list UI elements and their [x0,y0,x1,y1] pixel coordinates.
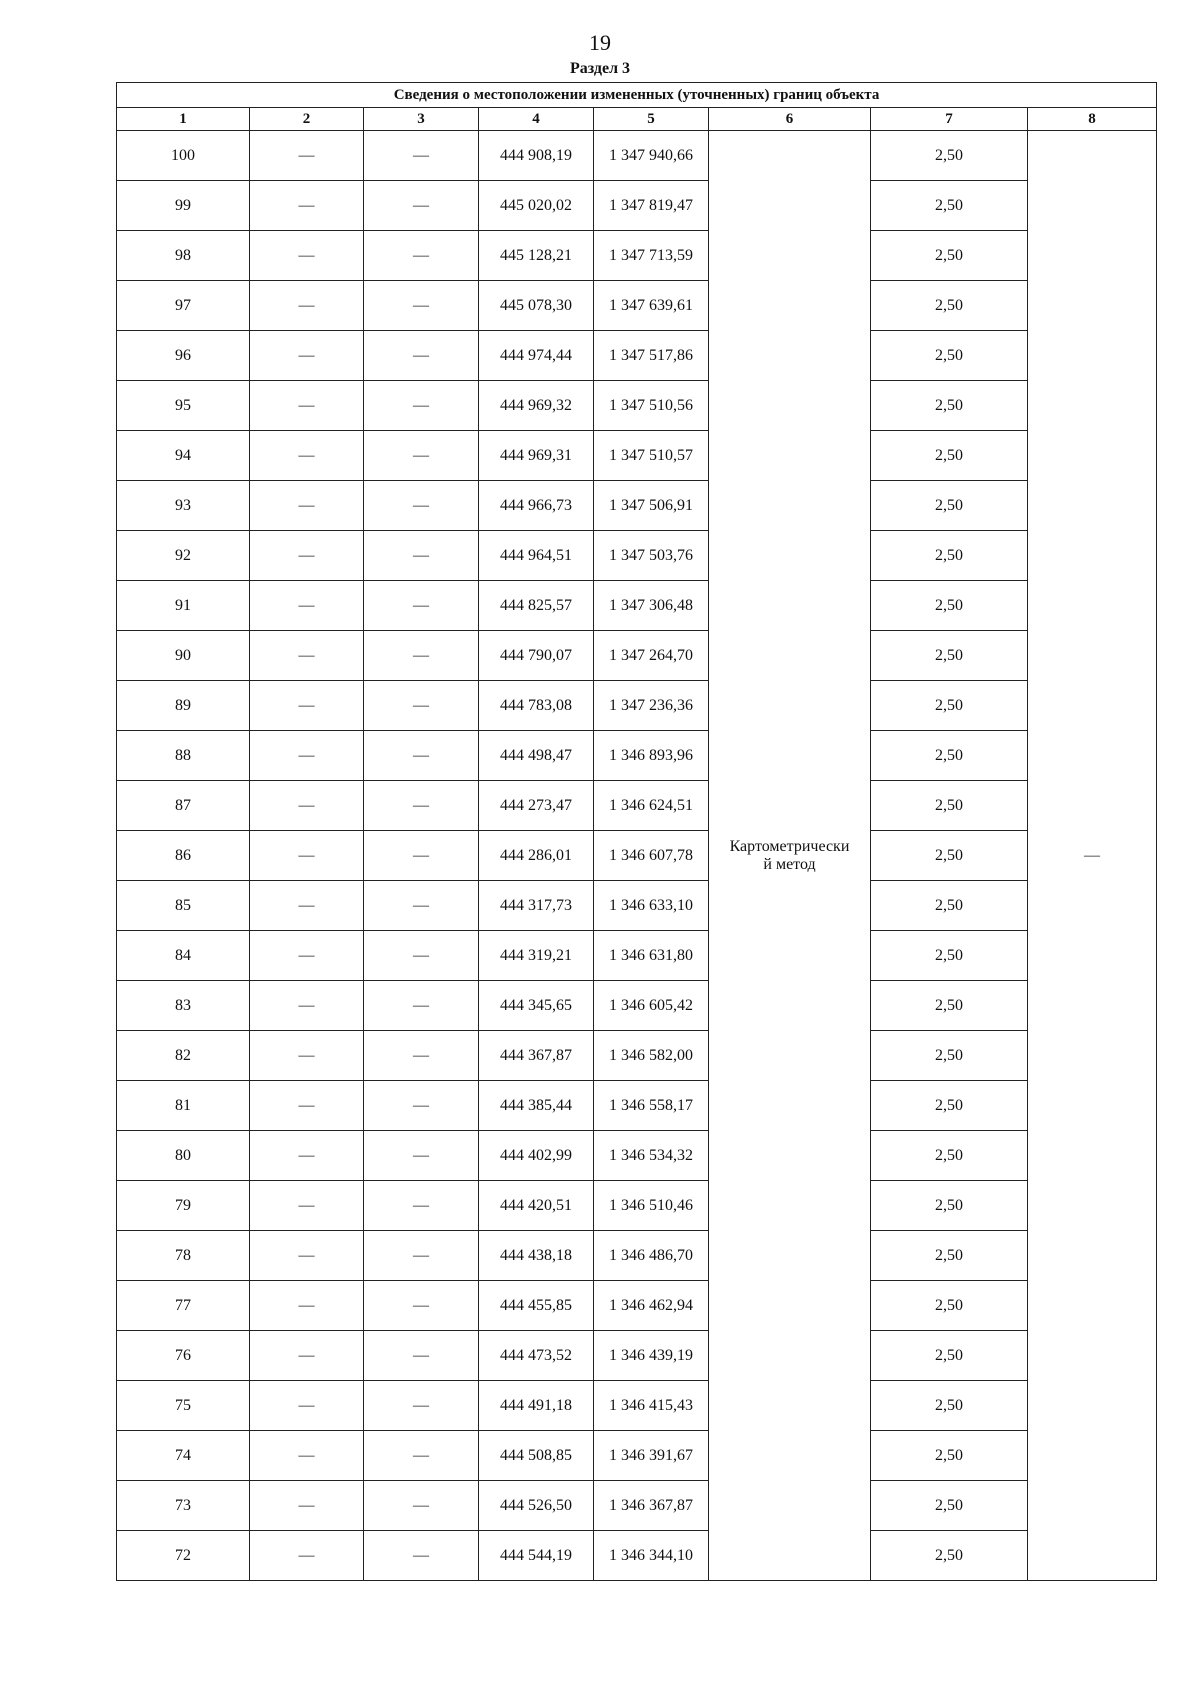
x-coordinate-cell: 444 491,18 [479,1381,594,1431]
point-number-cell: 89 [117,681,250,731]
y-coordinate-cell: 1 347 506,91 [594,481,709,531]
point-number-cell: 81 [117,1081,250,1131]
x-coordinate-cell: 444 969,31 [479,431,594,481]
accuracy-cell: 2,50 [871,481,1028,531]
accuracy-cell: 2,50 [871,1331,1028,1381]
y-coordinate-cell: 1 346 633,10 [594,881,709,931]
table-row [117,1031,1157,1081]
column-3-dash-cell: — [364,831,479,881]
x-coordinate-cell: 444 273,47 [479,781,594,831]
point-number-cell: 90 [117,631,250,681]
table-row [117,1531,1157,1581]
point-number-cell: 98 [117,231,250,281]
point-number-cell: 94 [117,431,250,481]
y-coordinate-cell: 1 346 439,19 [594,1331,709,1381]
point-number-cell: 74 [117,1431,250,1481]
table-row [117,431,1157,481]
method-text-line: Картометрически [729,837,850,855]
x-coordinate-cell: 444 783,08 [479,681,594,731]
point-number-cell: 92 [117,531,250,581]
table-row [117,481,1157,531]
accuracy-cell: 2,50 [871,1431,1028,1481]
x-coordinate-cell: 444 438,18 [479,1231,594,1281]
table-row [117,1181,1157,1231]
column-3-dash-cell: — [364,1281,479,1331]
y-coordinate-cell: 1 346 582,00 [594,1031,709,1081]
column-3-dash-cell: — [364,231,479,281]
y-coordinate-cell: 1 346 624,51 [594,781,709,831]
accuracy-cell: 2,50 [871,1081,1028,1131]
table-row [117,931,1157,981]
column-3-dash-cell: — [364,931,479,981]
y-coordinate-cell: 1 346 510,46 [594,1181,709,1231]
point-number-cell: 73 [117,1481,250,1531]
x-coordinate-cell: 445 078,30 [479,281,594,331]
table-row [117,1281,1157,1331]
point-number-cell: 82 [117,1031,250,1081]
x-coordinate-cell: 445 128,21 [479,231,594,281]
column-2-dash-cell: — [250,1431,364,1481]
table-row [117,281,1157,331]
column-2-dash-cell: — [250,131,364,181]
column-3-dash-cell: — [364,881,479,931]
table-row [117,231,1157,281]
column-3-dash-cell: — [364,781,479,831]
table-row [117,181,1157,231]
column-2-dash-cell: — [250,681,364,731]
accuracy-cell: 2,50 [871,881,1028,931]
x-coordinate-cell: 444 473,52 [479,1331,594,1381]
accuracy-cell: 2,50 [871,1231,1028,1281]
column-3-dash-cell: — [364,731,479,781]
column-2-dash-cell: — [250,231,364,281]
table-row [117,1331,1157,1381]
column-3-dash-cell: — [364,181,479,231]
column-number: 5 [594,108,709,131]
x-coordinate-cell: 444 420,51 [479,1181,594,1231]
point-number-cell: 83 [117,981,250,1031]
table-row [117,981,1157,1031]
column-2-dash-cell: — [250,331,364,381]
y-coordinate-cell: 1 346 534,32 [594,1131,709,1181]
y-coordinate-cell: 1 347 510,56 [594,381,709,431]
y-coordinate-cell: 1 346 415,43 [594,1381,709,1431]
column-3-dash-cell: — [364,1431,479,1481]
y-coordinate-cell: 1 347 503,76 [594,531,709,581]
y-coordinate-cell: 1 347 713,59 [594,231,709,281]
column-3-dash-cell: — [364,131,479,181]
column-2-dash-cell: — [250,481,364,531]
accuracy-cell: 2,50 [871,1531,1028,1581]
column-3-dash-cell: — [364,431,479,481]
column-2-dash-cell: — [250,431,364,481]
column-8-cell: — [1028,131,1157,1581]
column-2-dash-cell: — [250,1531,364,1581]
point-number-cell: 79 [117,1181,250,1231]
column-2-dash-cell: — [250,1481,364,1531]
point-number-cell: 85 [117,881,250,931]
column-number: 2 [250,108,364,131]
column-2-dash-cell: — [250,1381,364,1431]
y-coordinate-cell: 1 347 510,57 [594,431,709,481]
method-text-line: й метод [763,855,816,873]
accuracy-cell: 2,50 [871,281,1028,331]
x-coordinate-cell: 444 790,07 [479,631,594,681]
x-coordinate-cell: 444 367,87 [479,1031,594,1081]
accuracy-cell: 2,50 [871,581,1028,631]
y-coordinate-cell: 1 346 558,17 [594,1081,709,1131]
column-number: 6 [709,108,871,131]
column-3-dash-cell: — [364,1181,479,1231]
point-number-cell: 88 [117,731,250,781]
table-row [117,631,1157,681]
column-3-dash-cell: — [364,1231,479,1281]
column-2-dash-cell: — [250,581,364,631]
point-number-cell: 95 [117,381,250,431]
table-row [117,681,1157,731]
y-coordinate-cell: 1 346 486,70 [594,1231,709,1281]
table-row [117,781,1157,831]
accuracy-cell: 2,50 [871,981,1028,1031]
column-2-dash-cell: — [250,1331,364,1381]
x-coordinate-cell: 444 966,73 [479,481,594,531]
table-row [117,1081,1157,1131]
x-coordinate-cell: 445 020,02 [479,181,594,231]
method-cell [709,131,871,1581]
y-coordinate-cell: 1 347 940,66 [594,131,709,181]
point-number-cell: 78 [117,1231,250,1281]
column-3-dash-cell: — [364,981,479,1031]
accuracy-cell: 2,50 [871,181,1028,231]
section-title: Раздел 3 [569,60,631,77]
column-3-dash-cell: — [364,1331,479,1381]
accuracy-cell: 2,50 [871,431,1028,481]
x-coordinate-cell: 444 964,51 [479,531,594,581]
x-coordinate-cell: 444 455,85 [479,1281,594,1331]
column-2-dash-cell: — [250,1081,364,1131]
x-coordinate-cell: 444 508,85 [479,1431,594,1481]
y-coordinate-cell: 1 346 607,78 [594,831,709,881]
table-row [117,531,1157,581]
table-row [117,1481,1157,1531]
x-coordinate-cell: 444 319,21 [479,931,594,981]
accuracy-cell: 2,50 [871,1281,1028,1331]
y-coordinate-cell: 1 347 639,61 [594,281,709,331]
point-number-cell: 86 [117,831,250,881]
y-coordinate-cell: 1 346 631,80 [594,931,709,981]
point-number-cell: 76 [117,1331,250,1381]
x-coordinate-cell: 444 286,01 [479,831,594,881]
x-coordinate-cell: 444 498,47 [479,731,594,781]
column-3-dash-cell: — [364,481,479,531]
column-2-dash-cell: — [250,181,364,231]
y-coordinate-cell: 1 347 306,48 [594,581,709,631]
column-2-dash-cell: — [250,531,364,581]
table-row [117,1231,1157,1281]
x-coordinate-cell: 444 345,65 [479,981,594,1031]
column-number: 3 [364,108,479,131]
x-coordinate-cell: 444 544,19 [479,1531,594,1581]
x-coordinate-cell: 444 908,19 [479,131,594,181]
x-coordinate-cell: 444 974,44 [479,331,594,381]
column-3-dash-cell: — [364,531,479,581]
column-3-dash-cell: — [364,1031,479,1081]
y-coordinate-cell: 1 346 893,96 [594,731,709,781]
y-coordinate-cell: 1 346 462,94 [594,1281,709,1331]
column-number-row [117,108,1157,131]
column-3-dash-cell: — [364,1381,479,1431]
point-number-cell: 97 [117,281,250,331]
column-3-dash-cell: — [364,581,479,631]
point-number-cell: 84 [117,931,250,981]
accuracy-cell: 2,50 [871,381,1028,431]
column-2-dash-cell: — [250,281,364,331]
column-2-dash-cell: — [250,781,364,831]
column-2-dash-cell: — [250,881,364,931]
accuracy-cell: 2,50 [871,1381,1028,1431]
column-2-dash-cell: — [250,981,364,1031]
page-number: 19 [589,30,611,55]
accuracy-cell: 2,50 [871,231,1028,281]
table-row [117,381,1157,431]
accuracy-cell: 2,50 [871,781,1028,831]
table-row [117,731,1157,781]
point-number-cell: 99 [117,181,250,231]
accuracy-cell: 2,50 [871,931,1028,981]
column-3-dash-cell: — [364,631,479,681]
boundary-coordinates-table [116,82,1157,1581]
y-coordinate-cell: 1 346 391,67 [594,1431,709,1481]
column-2-dash-cell: — [250,631,364,681]
accuracy-cell: 2,50 [871,131,1028,181]
column-2-dash-cell: — [250,1031,364,1081]
x-coordinate-cell: 444 825,57 [479,581,594,631]
table-caption: Сведения о местоположении измененных (уточненных) границ объекта [117,83,1157,108]
point-number-cell: 96 [117,331,250,381]
column-number: 4 [479,108,594,131]
table-row [117,831,1157,881]
x-coordinate-cell: 444 317,73 [479,881,594,931]
accuracy-cell: 2,50 [871,631,1028,681]
point-number-cell: 100 [117,131,250,181]
point-number-cell: 93 [117,481,250,531]
column-3-dash-cell: — [364,381,479,431]
column-2-dash-cell: — [250,731,364,781]
table-row [117,1131,1157,1181]
column-3-dash-cell: — [364,1481,479,1531]
point-number-cell: 87 [117,781,250,831]
accuracy-cell: 2,50 [871,831,1028,881]
column-2-dash-cell: — [250,1281,364,1331]
column-2-dash-cell: — [250,831,364,881]
y-coordinate-cell: 1 346 367,87 [594,1481,709,1531]
column-number: 1 [117,108,250,131]
y-coordinate-cell: 1 347 517,86 [594,331,709,381]
accuracy-cell: 2,50 [871,1131,1028,1181]
accuracy-cell: 2,50 [871,1031,1028,1081]
table-row [117,331,1157,381]
table-row [117,1431,1157,1481]
point-number-cell: 80 [117,1131,250,1181]
x-coordinate-cell: 444 969,32 [479,381,594,431]
accuracy-cell: 2,50 [871,1181,1028,1231]
column-2-dash-cell: — [250,1181,364,1231]
point-number-cell: 75 [117,1381,250,1431]
accuracy-cell: 2,50 [871,1481,1028,1531]
accuracy-cell: 2,50 [871,731,1028,781]
accuracy-cell: 2,50 [871,681,1028,731]
table-row [117,581,1157,631]
column-3-dash-cell: — [364,681,479,731]
accuracy-cell: 2,50 [871,331,1028,381]
column-number: 7 [871,108,1028,131]
column-number: 8 [1028,108,1157,131]
table-row [117,881,1157,931]
column-3-dash-cell: — [364,1531,479,1581]
table-row [117,1381,1157,1431]
table-row [117,131,1157,181]
accuracy-cell: 2,50 [871,531,1028,581]
column-3-dash-cell: — [364,331,479,381]
x-coordinate-cell: 444 526,50 [479,1481,594,1531]
y-coordinate-cell: 1 346 344,10 [594,1531,709,1581]
column-3-dash-cell: — [364,1131,479,1181]
column-2-dash-cell: — [250,1131,364,1181]
point-number-cell: 72 [117,1531,250,1581]
column-3-dash-cell: — [364,1081,479,1131]
column-2-dash-cell: — [250,381,364,431]
point-number-cell: 91 [117,581,250,631]
point-number-cell: 77 [117,1281,250,1331]
column-2-dash-cell: — [250,1231,364,1281]
x-coordinate-cell: 444 385,44 [479,1081,594,1131]
y-coordinate-cell: 1 347 264,70 [594,631,709,681]
column-2-dash-cell: — [250,931,364,981]
column-3-dash-cell: — [364,281,479,331]
y-coordinate-cell: 1 347 236,36 [594,681,709,731]
y-coordinate-cell: 1 346 605,42 [594,981,709,1031]
x-coordinate-cell: 444 402,99 [479,1131,594,1181]
y-coordinate-cell: 1 347 819,47 [594,181,709,231]
